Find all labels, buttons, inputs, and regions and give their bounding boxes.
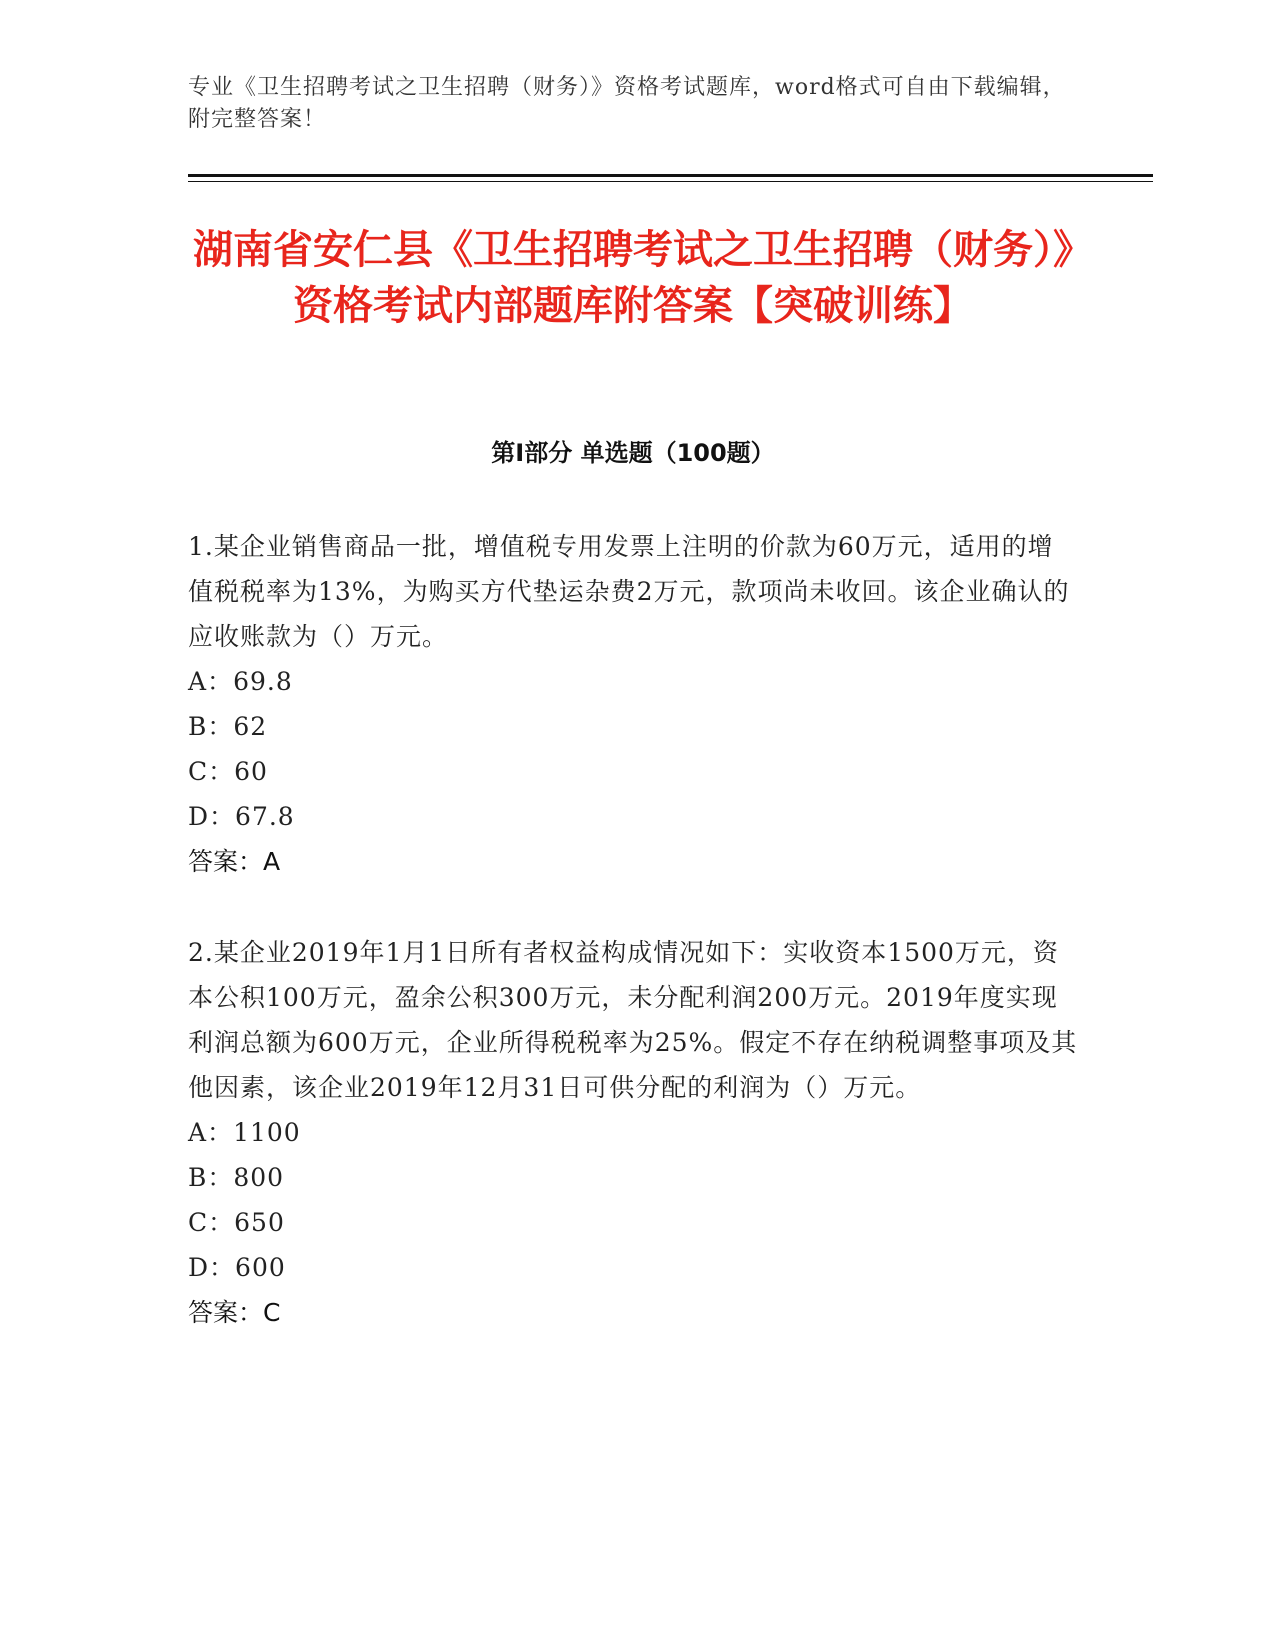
question-2	[188, 930, 1078, 1335]
question-1	[188, 524, 1078, 884]
option-value: 67.8	[235, 802, 295, 831]
option-d	[188, 794, 1078, 839]
answer-line: 答案：C	[188, 1298, 281, 1327]
option-key: D：	[188, 1253, 236, 1282]
option-key: C：	[188, 1208, 235, 1237]
option-value: 69.8	[233, 667, 293, 696]
option-c	[188, 749, 1078, 794]
option-a	[188, 659, 1078, 704]
option-key: D：	[188, 802, 236, 831]
option-c	[188, 1200, 1078, 1245]
option-key: B：	[188, 712, 234, 741]
option-value: 62	[233, 712, 268, 741]
option-d	[188, 1245, 1078, 1290]
option-value: 600	[235, 1253, 286, 1282]
option-key: A：	[188, 667, 234, 696]
header-divider-thin	[188, 181, 1153, 182]
header-note: 专业《卫生招聘考试之卫生招聘（财务）》资格考试题库，word格式可自由下载编辑，附完整答案！	[188, 75, 1066, 132]
answer-line: 答案：A	[188, 847, 281, 876]
option-key: C：	[188, 757, 235, 786]
option-key: A：	[188, 1118, 234, 1147]
option-value: 1100	[233, 1118, 301, 1147]
question-text: 2.某企业2019年1月1日所有者权益构成情况如下：实收资本1500万元，资本公积100万元，盈余公积300万元，未分配利润200万元。2019年度实现利润总额为600万元，企业所得税税率为25%。假定不存在纳税调整事项及其他因素，该企业2019年12月31日可供分配的利润为（）万元。	[188, 938, 1078, 1102]
section-heading: 第Ⅰ部分 单选题（100题）	[491, 439, 775, 467]
option-key: B：	[188, 1163, 234, 1192]
option-value: 60	[234, 757, 268, 786]
option-a	[188, 1110, 1078, 1155]
header-divider-thick	[188, 174, 1153, 177]
option-value: 650	[234, 1208, 285, 1237]
option-b	[188, 1155, 1078, 1200]
option-b	[188, 704, 1078, 749]
option-value: 800	[233, 1163, 285, 1192]
question-text: 1.某企业销售商品一批，增值税专用发票上注明的价款为60万元，适用的增值税税率为13%，为购买方代垫运杂费2万元，款项尚未收回。该企业确认的应收账款为（）万元。	[188, 532, 1070, 651]
question-list	[188, 524, 1078, 1381]
document-title: 湖南省安仁县《卫生招聘考试之卫生招聘（财务）》资格考试内部题库附答案【突破训练】	[193, 227, 1073, 329]
